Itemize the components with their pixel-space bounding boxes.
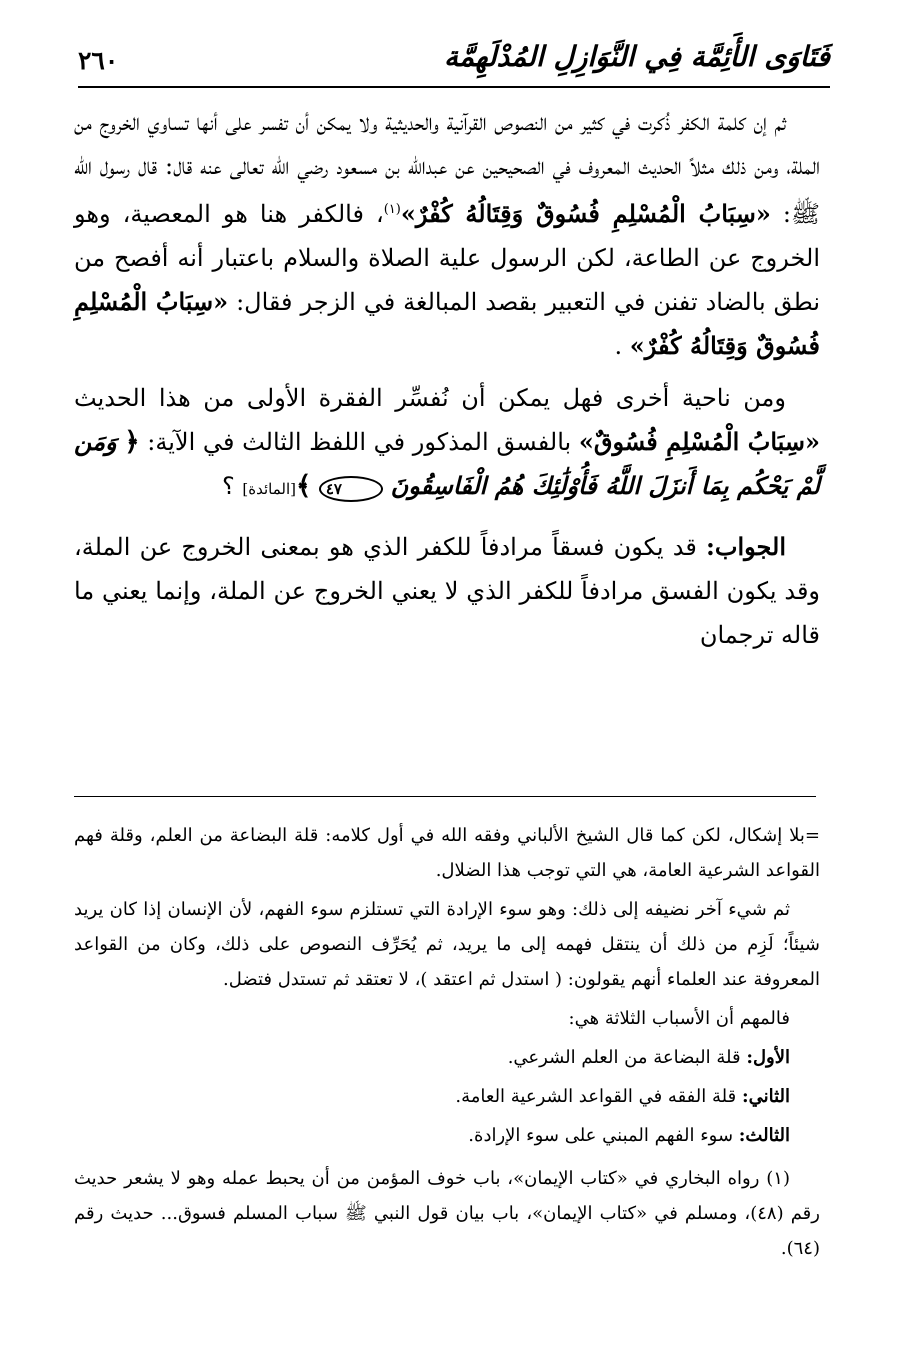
paragraph-3 (74, 525, 820, 657)
reason-text: قلة الفقه في القواعد الشرعية العامة. (455, 1086, 742, 1107)
hadith-quote: «سِبَابُ الْمُسْلِمِ فُسُوقٌ وَقِتَالُهُ كُفْرٌ» (74, 287, 820, 360)
footnote-1: (١) رواه البخاري في «كتاب الإيمان»، باب خوف المؤمن من أن يحبط عمله وهو لا يشعر حديث رقم (٤٨)، ومسلم في «كتاب الإيمان»، باب بيان قول النبي ﷺ سباب المسلم فسوق... حديث رقم (٦٤). (74, 1168, 820, 1259)
reason-item (74, 1040, 820, 1075)
ayah-number-marker: ٤٧ (319, 476, 383, 502)
main-text (74, 100, 820, 657)
footnote-paragraph: ثم شيء آخر نضيفه إلى ذلك: وهو سوء الإرادة التي تستلزم سوء الفهم، لأن الإنسان إذا كان يريد شيئاً؛ لَزِم من ذلك أن ينتقل فهمه إلى ما يريد، ثم يُحَرِّف النصوص على ذلك، وكان من القواعد المعروفة عند العلماء أنهم يقولون: ( استدل ثم اعتقد )، لا تعتقد ثم تستدل فتضل. (74, 899, 820, 990)
reason-label: الثاني: (741, 1086, 790, 1107)
reason-item (74, 1118, 820, 1153)
reason-label: الثالث: (738, 1125, 790, 1146)
page-header (78, 40, 830, 86)
quran-bracket-open: ﴿ (124, 427, 140, 457)
header-rule (78, 86, 830, 88)
paragraph-2 (74, 376, 820, 511)
running-title: فَتَاوَى الأَئِمَّة فِي النَّوَازِلِ المُدْلَهِمَّة (443, 40, 830, 73)
reasons-intro: فالمهم أن الأسباب الثلاثة هي: (568, 1008, 790, 1029)
paragraph-1 (74, 100, 820, 368)
surah-name: [المائدة] (242, 480, 296, 498)
paragraph-text: بالفسق المذكور في اللفظ الثالث في الآية: (139, 428, 579, 456)
paragraph-text: ومن ناحية أخرى فهل يمكن أن نُفسِّر الفقرة الأولى من هذا الحديث (74, 384, 786, 412)
footnote-separator (74, 796, 816, 797)
quran-verse: وَمَن لَّمْ يَحْكُم بِمَا أَنزَلَ اللَّهُ فَأُوْلَٰئِكَ هُمُ الْفَاسِقُونَ (74, 427, 820, 500)
reason-text: قلة البضاعة من العلم الشرعي. (507, 1047, 747, 1068)
reason-label: الأول: (746, 1047, 790, 1068)
footnote-continuation: =بلا إشكال، لكن كما قال الشيخ الألباني وفقه الله في أول كلامه: قلة البضاعة من العلم، وقلة فهم القواعد الشرعية العامة، هي التي توجب هذا الضلال. (74, 825, 820, 881)
page-number: ٢٦٠ (78, 46, 119, 75)
paragraph-text: ثم إن كلمة الكفر ذُكرت في كثير من النصوص القرآنية والحديثية ولا يمكن أن تفسر على أنها تساوي الخروج من الملة، ومن ذلك مثلاً الحديث المعروف في الصحيحين عن عبدالله بن مسعود رضي الله تعالى عنه قال: قال رسول الله ﷺ: (74, 108, 820, 228)
paragraph-text: . (614, 332, 630, 360)
hadith-quote: «سِبَابُ الْمُسْلِمِ فُسُوقٌ وَقِتَالُهُ كُفْرٌ» (400, 199, 771, 228)
paragraph-text: ، فالكفر هنا هو المعصية، وهو الخروج عن الطاعة، لكن الرسول علية الصلاة والسلام باعتبار أنه أفصح من نطق بالضاد تفنن في التعبير بقصد المبالغة في الزجر فقال: (74, 200, 821, 316)
footnotes (74, 818, 820, 1266)
paragraph-text: قد يكون فسقاً مرادفاً للكفر الذي هو بمعنى الخروج عن الملة، وقد يكون الفسق مرادفاً للكفر الذي لا يعني الخروج عن الملة، وإنما يعني ما قاله ترجمان (74, 533, 820, 649)
reason-item (74, 1079, 820, 1114)
hadith-quote: «سِبَابُ الْمُسْلِمِ فُسُوقٌ» (578, 427, 820, 456)
quran-bracket-close: ﴾ (296, 471, 312, 501)
reason-text: سوء الفهم المبني على سوء الإرادة. (468, 1125, 739, 1146)
answer-label: الجواب: (706, 532, 786, 561)
question-mark: ؟ (222, 472, 243, 500)
footnote-ref[interactable]: (١) (383, 202, 401, 217)
